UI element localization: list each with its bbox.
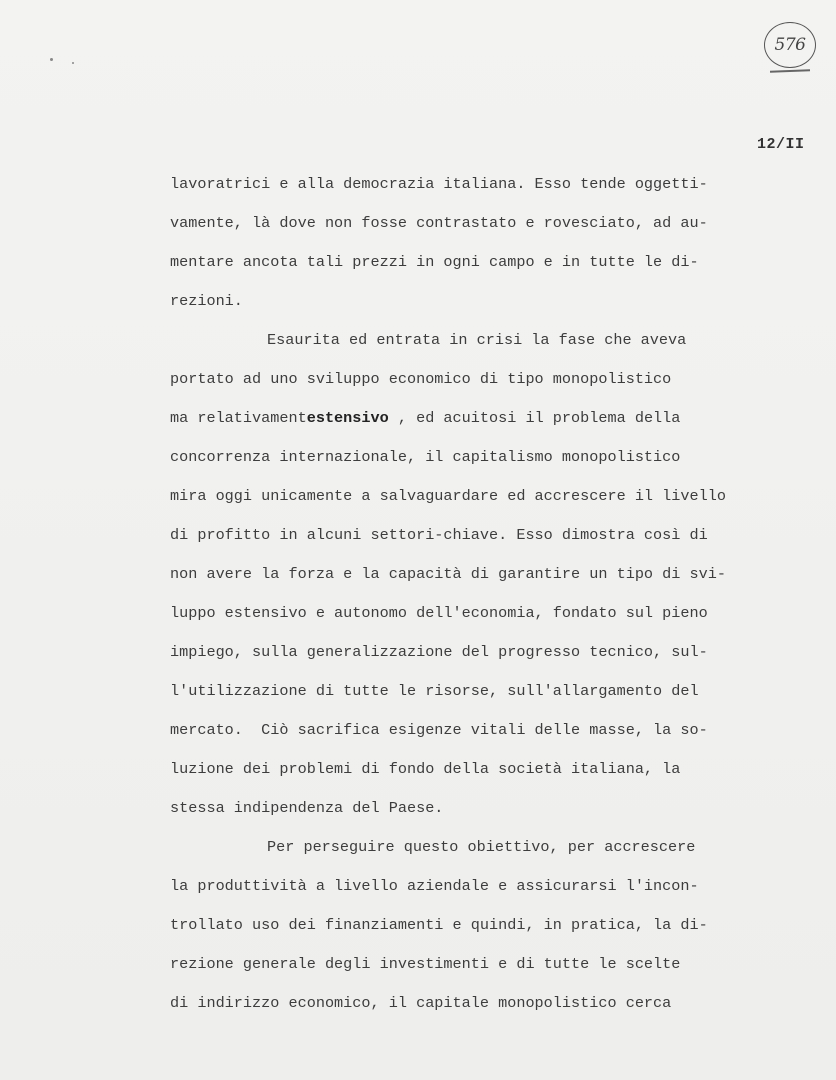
text-line: di indirizzo economico, il capitale monopolistico cerca: [170, 994, 672, 1012]
text-line: lavoratrici e alla democrazia italiana. Esso tende oggetti-: [170, 175, 708, 193]
text-line: luzione dei problemi di fondo della società italiana, la: [170, 760, 681, 778]
text-line: rezioni.: [170, 292, 243, 310]
text-line: Per perseguire questo obiettivo, per accrescere: [267, 838, 696, 856]
text-line: mira oggi unicamente a salvaguardare ed accrescere il livello: [170, 487, 726, 505]
text-line: l'utilizzazione di tutte le risorse, sull'allargamento del: [170, 682, 699, 700]
text-line: [170, 404, 790, 443]
text-line: portato ad uno sviluppo economico di tipo monopolistico: [170, 370, 672, 388]
page-number: 12/II: [757, 136, 805, 153]
correction-bold-word: estensivo: [306, 409, 389, 427]
text-line: Esaurita ed entrata in crisi la fase che aveva: [267, 331, 687, 349]
text-fragment: ma relativament: [170, 409, 307, 427]
text-line: di profitto in alcuni settori-chiave. Esso dimostra così di: [170, 526, 708, 544]
text-line: impiego, sulla generalizzazione del progresso tecnico, sul-: [170, 643, 708, 661]
body-text: [170, 170, 790, 1028]
text-line: la produttività a livello aziendale e assicurarsi l'incon-: [170, 877, 699, 895]
text-line: rezione generale degli investimenti e di tutte le scelte: [170, 955, 681, 973]
archive-stamp-number: 576: [774, 35, 806, 55]
text-line: concorrenza internazionale, il capitalismo monopolistico: [170, 448, 681, 466]
text-line: vamente, là dove non fosse contrastato e rovesciato, ad au-: [170, 214, 708, 232]
stamp-underline: [770, 69, 810, 72]
text-line: stessa indipendenza del Paese.: [170, 799, 444, 817]
paper-speck: [72, 62, 74, 64]
text-line: mentare ancota tali prezzi in ogni campo e in tutte le di-: [170, 253, 699, 271]
text-line: trollato uso dei finanziamenti e quindi, in pratica, la di-: [170, 916, 708, 934]
text-fragment: , ed acuitosi il problema della: [388, 409, 681, 427]
text-line: mercato. Ciò sacrifica esigenze vitali delle masse, la so-: [170, 721, 708, 739]
paper-speck: [50, 58, 53, 61]
archive-stamp: [764, 22, 816, 68]
text-line: non avere la forza e la capacità di garantire un tipo di svi-: [170, 565, 726, 583]
text-line: luppo estensivo e autonomo dell'economia, fondato sul pieno: [170, 604, 708, 622]
